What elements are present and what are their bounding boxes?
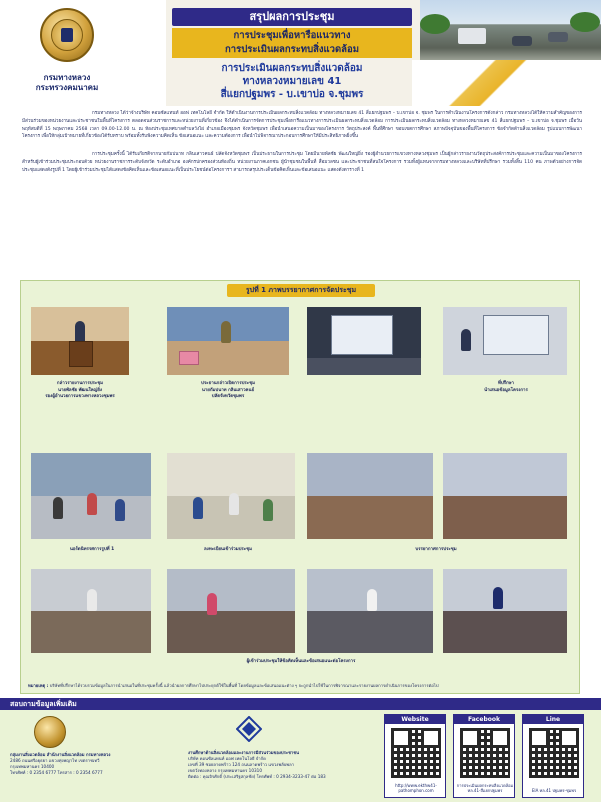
caption-participant-comments: ผู้เข้าร่วมประชุมให้ข้อคิดเห็นและข้อเสนอแนะต่อโครงการ — [246, 659, 356, 664]
photo-participant-comment-3 — [307, 569, 433, 653]
photo-meeting-atmosphere-1 — [307, 453, 433, 539]
caption-line: ที่ปรึกษา — [497, 381, 515, 386]
contact-bar-label: สอบถามข้อมูลเพิ่มเติม — [10, 700, 77, 708]
org-name-line2: กระทรวงคมนาคม — [35, 83, 99, 92]
intro-paragraph-2: การประชุมครั้งนี้ ได้รับเกียรติจากนายกัมปนาท กลินเสาวคนธ์ ปลัดจังหวัดชุมพร เป็นประธานในการประชุม โดยมีนายพัลชัย พัฒนใหญ่ยิ่ง รองผู้อำนวยการแขวงทางหลวงชุมพร เป็นผู้กล่าวรายงานวัตถุประสงค์การประชุมและความเป็นมาของโครงการ สำหรับผู้เข้าร่วมประชุมประกอบด้วย หน่วยงานราชการระดับจังหวัด ระดับอำเภอ องค์กรปกครองส่วนท้องถิ่น หน่วยงานภาคเอกชน ผู้นำชุมชนในพื้นที่ สื่อมวลชน และประชาชนที่สนใจโครงการ รวมทั้งผู้แทนจากกรมทางหลวงและบริษัทที่ปรึกษา รวมทั้งสิ้น 110 คน ภาพตัวอย่างการจัดประชุมแสดงดังรูปที่ 1 โดยผู้เข้าร่วมประชุมได้แสดงข้อคิดเห็นและข้อเสนอแนะที่เป็นประโยชน์ต่อโครงการฯ สามารถสรุปประเด็นข้อคิดเห็นและข้อเสนอแนะ แสดงดังตารางที่ 1 — [22, 152, 582, 173]
photo-exhibition-board — [31, 453, 151, 539]
photo-presentation-screen — [307, 307, 421, 375]
department-seal-icon — [34, 716, 66, 748]
contact-line: กลุ่มงานสิ่งแวดล้อม สำนักงานสิ่งแวดล้อม กรมทางหลวง — [10, 752, 111, 757]
facebook-qr-card[interactable] — [453, 714, 515, 798]
notes-label: หมายเหตุ : — [28, 683, 49, 688]
project-heading-line3: สี่แยกปฐมพร - บ.เขาบ่อ จ.ชุมพร — [220, 89, 364, 100]
department-contact — [10, 752, 170, 776]
photo-speaker-report — [31, 307, 129, 375]
qr-card-label: Facebook — [454, 715, 514, 724]
qr-card-caption[interactable]: EIA ทล.41 ปฐมพร-ชุมพร — [531, 788, 577, 794]
contact-line: ติดต่อ : คุณจิรศักดิ์ (ประเสริฐสกุลชัย) โทรศัพท์ : 0 2934-3233-47 ต่อ 183 — [188, 774, 326, 779]
intro-text — [22, 110, 582, 185]
photo-participant-comment-4 — [443, 569, 567, 653]
subtitle-line2: การประเมินผลกระทบสิ่งแวดล้อม — [225, 44, 359, 55]
caption-consultant-presenting — [441, 381, 571, 394]
caption-line: ปลัดจังหวัดชุมพร — [211, 394, 245, 400]
contact-line: โทรศัพท์ : 0 2354 6777 โทรสาร : 0 2354 6777 — [10, 770, 103, 775]
decorative-stripe — [412, 60, 601, 106]
photo-consultant-presenting — [443, 307, 567, 375]
caption-line: นายพัลชัย พัฒนใหญ่ยิ่ง — [57, 387, 103, 393]
caption-line: นายกัมปนาท กลินเสาวคนธ์ — [201, 387, 255, 393]
qr-card-caption[interactable]: http://www.ekthw41-pathomphon.com — [395, 782, 437, 794]
contact-line: กรุงเทพมหานคร 10400 — [10, 764, 55, 769]
road-photo — [420, 0, 601, 60]
qr-code-icon[interactable] — [391, 728, 441, 778]
contact-line: 2486 ถนนศรีอยุธยา แขวงทุ่งพญาไท เขตราชเทวี — [10, 758, 100, 763]
project-heading-line1: การประเมินผลกระทบสิ่งแวดล้อม — [221, 63, 363, 74]
notes-text: บริษัทที่ปรึกษาได้รวบรวมข้อมูลในการนำเสนอในที่ประชุมครั้งนี้ แล้วนำผลการศึกษาไปประยุกต์ใช้ในพื้นที่ โดยข้อมูลและข้อเสนอแนะต่าง ๆ จะถูกนำไปใช้ในการพิจารณาและรายงานผลการดำเนินการของโครงการต่อไป — [49, 683, 439, 688]
photo-participant-comment-2 — [167, 569, 295, 653]
consultant-contact — [188, 750, 378, 780]
department-seal-icon — [40, 8, 94, 62]
qr-code-icon[interactable] — [460, 728, 510, 778]
header — [0, 0, 601, 106]
caption-speaker-report — [15, 381, 145, 401]
org-name-line1: กรมทางหลวง — [43, 73, 91, 82]
caption-line: รองผู้อำนวยการแขวงทางหลวงชุมพร — [45, 394, 115, 400]
line-qr-card[interactable] — [522, 714, 584, 798]
caption-line: นำเสนอข้อมูลโครงการ — [484, 387, 528, 393]
subtitle-line1: การประชุมเพื่อหารือแนวทาง — [233, 30, 351, 41]
contact-line: เลขที่ 39 ซอยลาดพร้าว 124 ถนนลาดพร้าว แขวงพลับพลา — [188, 762, 294, 767]
intro-paragraph-1: กรมทางหลวง ได้ว่าจ้างบริษัท คอนซัลแทนท์ ออฟ เทคโนโลยี จำกัด ให้ดำเนินงานการประเมินผลกระทบสิ่งแวดล้อม ทางหลวงหมายเลข 41 สี่แยกปฐมพร – บ.เขาบ่อ จ. ชุมพร ในการดำเนินงานโครงการดังกล่าว กรมทางหลวงได้ให้ความสำคัญของการมีส่วนร่วมของหน่วยงานและประชาชนในพื้นที่โครงการ ตลอดจนส่วนราชการและหน่วยงานที่เกี่ยวข้อง จึงได้ดำเนินการจัดการประชุมเพื่อหารือแนวทางการประเมินผลกระทบสิ่งแวดล้อม การประเมินผลกระทบสิ่งแวดล้อม ทางหลวงหมายเลข 41 สี่แยกปฐมพร – บ.เขาบ่อ จ.ชุมพร เมื่อวันพฤหัสบดีที่ 15 พฤษภาคม 2568 เวลา 09.00-12.00 น. ณ ห้องประชุมเทศบาลตำบลวังไผ่ อำเภอเมืองชุมพร จังหวัดชุมพร เพื่อนำเสนอความเป็นมาของโครงการ วัตถุประสงค์ พื้นที่ศึกษา ขอบเขตการศึกษา สภาพปัจจุบันของพื้นที่โครงการ ข้อจำกัดด้านสิ่งแวดล้อม รูปแบบการพัฒนาโครงการ เพื่อให้กลุ่มเป้าหมายที่เกี่ยวข้องได้รับทราบ พร้อมทั้งรับฟังความคิดเห็น ข้อเสนอแนะ และความต้องการ เพื่อนำไปพิจารณาประกอบการศึกษาให้มีประสิทธิภาพยิ่งขึ้น — [22, 111, 582, 140]
caption-line: กล่าวรายงานการประชุม — [56, 381, 104, 386]
notes — [28, 683, 576, 689]
photo-gallery — [20, 280, 580, 694]
org-logo-block — [22, 8, 112, 93]
org-name — [22, 73, 112, 93]
contact-line: งานศึกษาด้านสิ่งแวดล้อมและงานการมีส่วนร่วมของประชาชน — [188, 750, 299, 755]
photo-registration — [167, 453, 295, 539]
page-subtitle — [172, 28, 412, 58]
contact-line: เขตวังทองหลาง กรุงเทพมหานคร 10310 — [188, 768, 263, 773]
website-qr-card[interactable] — [384, 714, 446, 798]
contact-bar — [0, 698, 601, 710]
qr-card-label: Line — [523, 715, 583, 724]
figure-heading: รูปที่ 1 ภาพบรรยากาศการจัดประชุม — [227, 284, 375, 297]
photo-meeting-atmosphere-2 — [443, 453, 567, 539]
caption-exhibition-board: นอร์ดนิทรรศการรูปที่ 1 — [69, 547, 115, 552]
caption-chairman-opening — [163, 381, 293, 401]
contact-line: บริษัท คอนซัลแทนท์ ออฟ เทคโนโลยี จำกัด — [188, 756, 266, 761]
caption-line: ประธานกล่าวเปิดการประชุม — [201, 381, 255, 386]
qr-code-icon[interactable] — [529, 728, 579, 778]
photo-participant-comment-1 — [31, 569, 151, 653]
qr-card-label: Website — [385, 715, 445, 724]
caption-meeting-atmosphere: บรรยากาศการประชุม — [415, 547, 457, 552]
footer — [0, 710, 601, 802]
consultant-logo-icon — [236, 716, 262, 742]
qr-card-caption[interactable]: การประเมินผลกระทบสิ่งแวดล้อม ทล.41-สี่แยกปฐมพร — [456, 782, 514, 794]
caption-registration: ลงทะเบียนเข้าร่วมประชุม — [203, 547, 252, 552]
page-title: สรุปผลการประชุม — [172, 8, 412, 26]
photo-chairman-opening — [167, 307, 289, 375]
project-heading-line2: ทางหลวงหมายเลข 41 — [242, 76, 342, 87]
project-heading — [172, 60, 412, 106]
